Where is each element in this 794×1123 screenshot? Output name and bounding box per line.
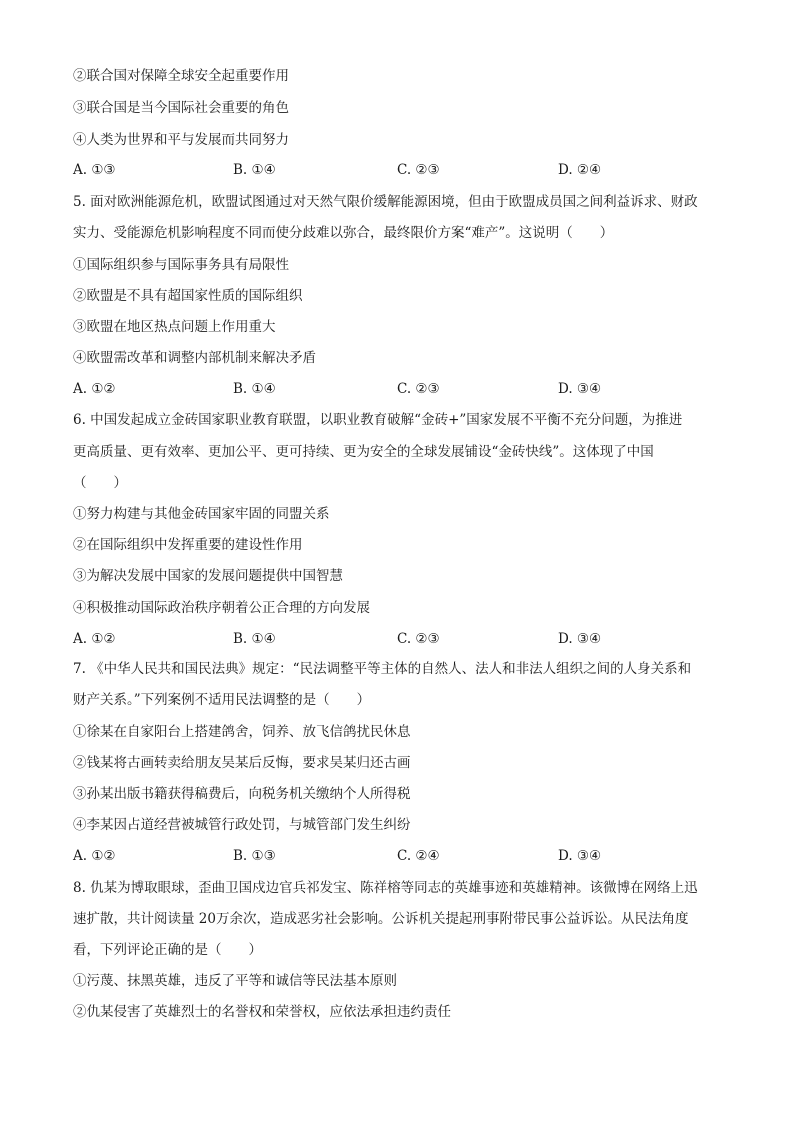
q5-statement-4: ④欧盟需改革和调整内部机制来解决矛盾	[73, 350, 316, 366]
q6-statement-4: ④积极推动国际政治秩序朝着公正合理的方向发展	[73, 600, 370, 616]
q6-statement-2: ②在国际组织中发挥重要的建设性作用	[73, 537, 303, 553]
q4-option-d: D. ②④	[558, 162, 602, 178]
q5-option-b: B. ①④	[233, 381, 276, 397]
q8-statement-2: ②仇某侵害了英雄烈士的名誉权和荣誉权，应依法承担违约责任	[73, 1004, 451, 1020]
q6-option-d: D. ③④	[558, 631, 602, 647]
q7-option-c: C. ②④	[397, 848, 440, 864]
q7-option-a: A. ①②	[73, 848, 116, 864]
q5-option-d: D. ③④	[558, 381, 602, 397]
q4-statement-3: ③联合国是当今国际社会重要的角色	[73, 100, 289, 116]
q5-option-c: C. ②③	[397, 381, 440, 397]
q6-stem-line-1: 6. 中国发起成立金砖国家职业教育联盟，以职业教育破解“金砖+”国家发展不平衡不充分问题，为推进	[73, 412, 683, 428]
q7-statement-1: ①徐某在自家阳台上搭建鸽舍，饲养、放飞信鸽扰民休息	[73, 724, 411, 740]
q7-options	[73, 846, 733, 866]
q8-statement-1: ①污蔑、抹黑英雄，违反了平等和诚信等民法基本原则	[73, 973, 397, 989]
q5-statement-1: ①国际组织参与国际事务具有局限性	[73, 257, 289, 273]
q4-options	[73, 160, 733, 180]
q5-statement-3: ③欧盟在地区热点问题上作用重大	[73, 319, 276, 335]
q5-statement-2: ②欧盟是不具有超国家性质的国际组织	[73, 288, 303, 304]
q6-option-c: C. ②③	[397, 631, 440, 647]
q8-stem-line-3: 看，下列评论正确的是（ ）	[73, 942, 262, 958]
q6-statement-1: ①努力构建与其他金砖国家牢固的同盟关系	[73, 506, 330, 522]
q7-option-d: D. ③④	[558, 848, 602, 864]
q8-stem-line-2: 速扩散，共计阅读量 20万余次，造成恶劣社会影响。公诉机关提起刑事附带民事公益诉讼。从民法角度	[73, 911, 689, 927]
q6-statement-3: ③为解决发展中国家的发展问题提供中国智慧	[73, 568, 343, 584]
q8-stem-line-1: 8. 仇某为博取眼球，歪曲卫国戍边官兵祁发宝、陈祥榕等同志的英雄事迹和英雄精神。该微博在网络上迅	[73, 880, 698, 896]
q7-stem-line-2: 财产关系。”下列案例不适用民法调整的是（ ）	[73, 692, 371, 708]
q4-option-a: A. ①③	[73, 162, 116, 178]
q5-options	[73, 379, 733, 399]
q4-option-b: B. ①④	[233, 162, 276, 178]
q6-options	[73, 629, 733, 649]
q6-option-b: B. ①④	[233, 631, 276, 647]
q5-option-a: A. ①②	[73, 381, 116, 397]
q5-stem-line-2: 实力、受能源危机影响程度不同而使分歧难以弥合，最终限价方案“难产”。这说明（ ）	[73, 225, 614, 241]
q4-statement-4: ④人类为世界和平与发展而共同努力	[73, 132, 289, 148]
q7-statement-2: ②钱某将古画转卖给朋友吴某后反悔，要求吴某归还古画	[73, 755, 411, 771]
q5-stem-line-1: 5. 面对欧洲能源危机，欧盟试图通过对天然气限价缓解能源困境，但由于欧盟成员国之间利益诉求、财政	[73, 194, 698, 210]
q7-stem-line-1: 7. 《中华人民共和国民法典》规定：“民法调整平等主体的自然人、法人和非法人组织之间的人身关系和	[73, 661, 692, 677]
q7-option-b: B. ①③	[233, 848, 276, 864]
q4-option-c: C. ②③	[397, 162, 440, 178]
q7-statement-3: ③孙某出版书籍获得稿费后，向税务机关缴纳个人所得税	[73, 786, 411, 802]
q4-statement-2: ②联合国对保障全球安全起重要作用	[73, 68, 289, 84]
q6-stem-line-2: 更高质量、更有效率、更加公平、更可持续、更为安全的全球发展铺设“金砖快线”。这体现了中国	[73, 444, 654, 460]
q7-statement-4: ④李某因占道经营被城管行政处罚，与城管部门发生纠纷	[73, 817, 411, 833]
q6-stem-line-3: （ ）	[73, 475, 127, 491]
q6-option-a: A. ①②	[73, 631, 116, 647]
